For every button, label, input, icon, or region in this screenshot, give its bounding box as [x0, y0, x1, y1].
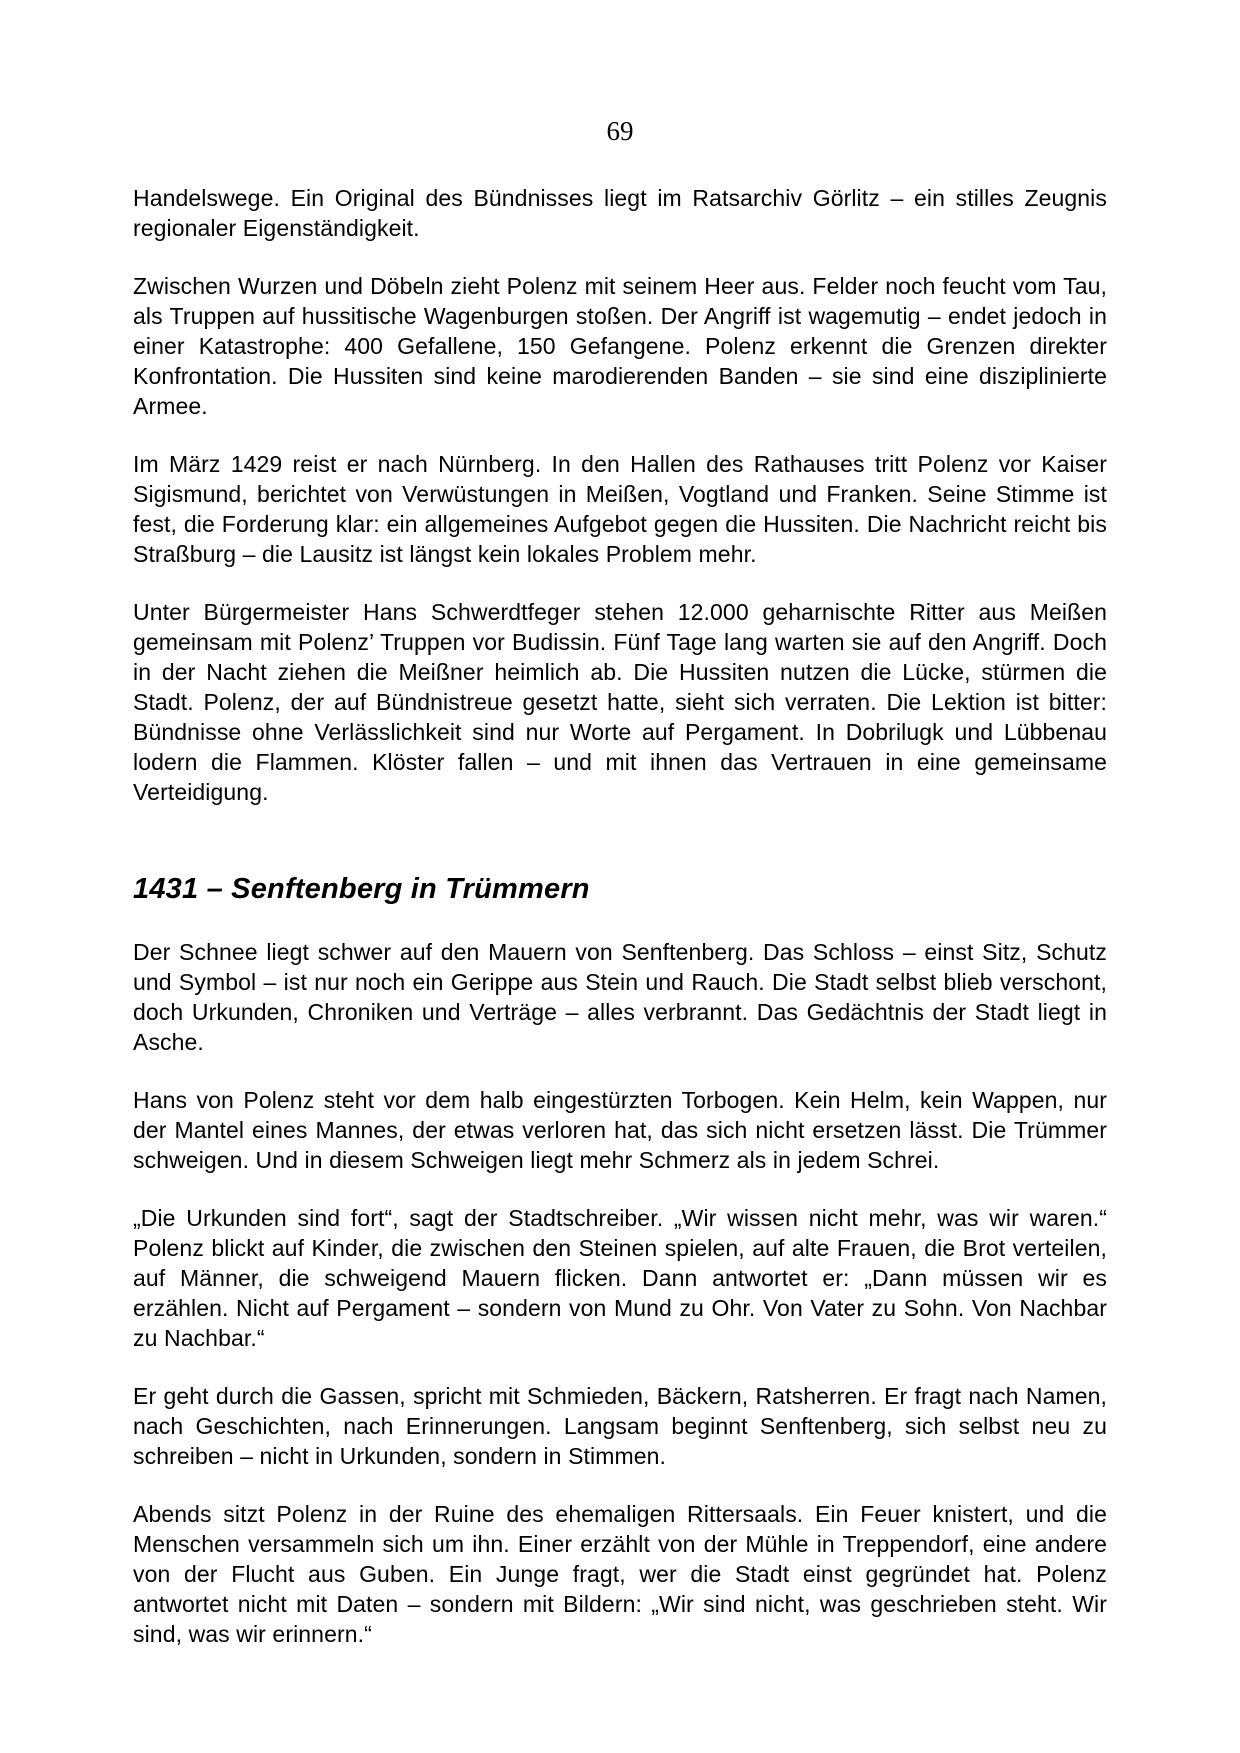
page-number: 69 [606, 116, 634, 146]
body-paragraph: Unter Bürgermeister Hans Schwerdtfeger stehen 12.000 geharnischte Ritter aus Meißen gemeinsam mit Polenz’ Truppen vor Budissin. Fünf Tage lang warten sie auf den Angriff. Doch in der Nacht ziehen die Meißner heimlich ab. Die Hussiten nutzen die Lücke, stürmen die Stadt. Polenz, der auf Bündnistreue gesetzt hatte, sieht sich verraten. Die Lektion ist bitter: Bündnisse ohne Verlässlichkeit sind nur Worte auf Pergament. In Dobrilugk und Lübbenau lodern die Flammen. Klöster fallen – und mit ihnen das Vertrauen in eine gemeinsame Verteidigung. [133, 599, 1107, 805]
body-paragraph: Abends sitzt Polenz in der Ruine des ehemaligen Rittersaals. Ein Feuer knistert, und die Menschen versammeln sich um ihn. Einer erzählt von der Mühle in Treppendorf, eine andere von der Flucht aus Guben. Ein Junge fragt, wer die Stadt einst gegründet hat. Polenz antwortet nicht mit Daten – sondern mit Bildern: „Wir sind nicht, was geschrieben steht. Wir sind, was wir erinnern.“ [133, 1501, 1107, 1647]
body-paragraph: „Die Urkunden sind fort“, sagt der Stadtschreiber. „Wir wissen nicht mehr, was wir waren.“ Polenz blickt auf Kinder, die zwischen den Steinen spielen, auf alte Frauen, die Brot verteilen, auf Männer, die schweigend Mauern flicken. Dann antwortet er: „Dann müssen wir es erzählen. Nicht auf Pergament – sondern von Mund zu Ohr. Von Vater zu Sohn. Von Nachbar zu Nachbar.“ [133, 1205, 1107, 1351]
body-paragraph: Im März 1429 reist er nach Nürnberg. In den Hallen des Rathauses tritt Polenz vor Kaiser Sigismund, berichtet von Verwüstungen in Meißen, Vogtland und Franken. Seine Stimme ist fest, die Forderung klar: ein allgemeines Aufgebot gegen die Hussiten. Die Nachricht reicht bis Straßburg – die Lausitz ist längst kein lokales Problem mehr. [133, 451, 1107, 567]
body-paragraph: Der Schnee liegt schwer auf den Mauern von Senftenberg. Das Schloss – einst Sitz, Schutz und Symbol – ist nur noch ein Gerippe aus Stein und Rauch. Die Stadt selbst blieb verschont, doch Urkunden, Chroniken und Verträge – alles verbrannt. Das Gedächtnis der Stadt liegt in Asche. [133, 939, 1107, 1055]
body-paragraph: Handelswege. Ein Original des Bündnisses liegt im Ratsarchiv Görlitz – ein stilles Zeugnis regionaler Eigenständigkeit. [133, 185, 1107, 241]
body-paragraph: Hans von Polenz steht vor dem halb eingestürzten Torbogen. Kein Helm, kein Wappen, nur der Mantel eines Mannes, der etwas verloren hat, das sich nicht ersetzen lässt. Die Trümmer schweigen. Und in diesem Schweigen liegt mehr Schmerz als in jedem Schrei. [133, 1087, 1107, 1173]
body-paragraph: Er geht durch die Gassen, spricht mit Schmieden, Bäckern, Ratsherren. Er fragt nach Namen, nach Geschichten, nach Erinnerungen. Langsam beginnt Senftenberg, sich selbst neu zu schreiben – nicht in Urkunden, sondern in Stimmen. [133, 1383, 1107, 1469]
body-paragraph: Zwischen Wurzen und Döbeln zieht Polenz mit seinem Heer aus. Felder noch feucht vom Tau, als Truppen auf hussitische Wagenburgen stoßen. Der Angriff ist wagemutig – endet jedoch in einer Katastrophe: 400 Gefallene, 150 Gefangene. Polenz erkennt die Grenzen direkter Konfrontation. Die Hussiten sind keine marodierenden Banden – sie sind eine disziplinierte Armee. [133, 273, 1107, 419]
section-heading: 1431 – Senftenberg in Trümmern [133, 873, 590, 905]
